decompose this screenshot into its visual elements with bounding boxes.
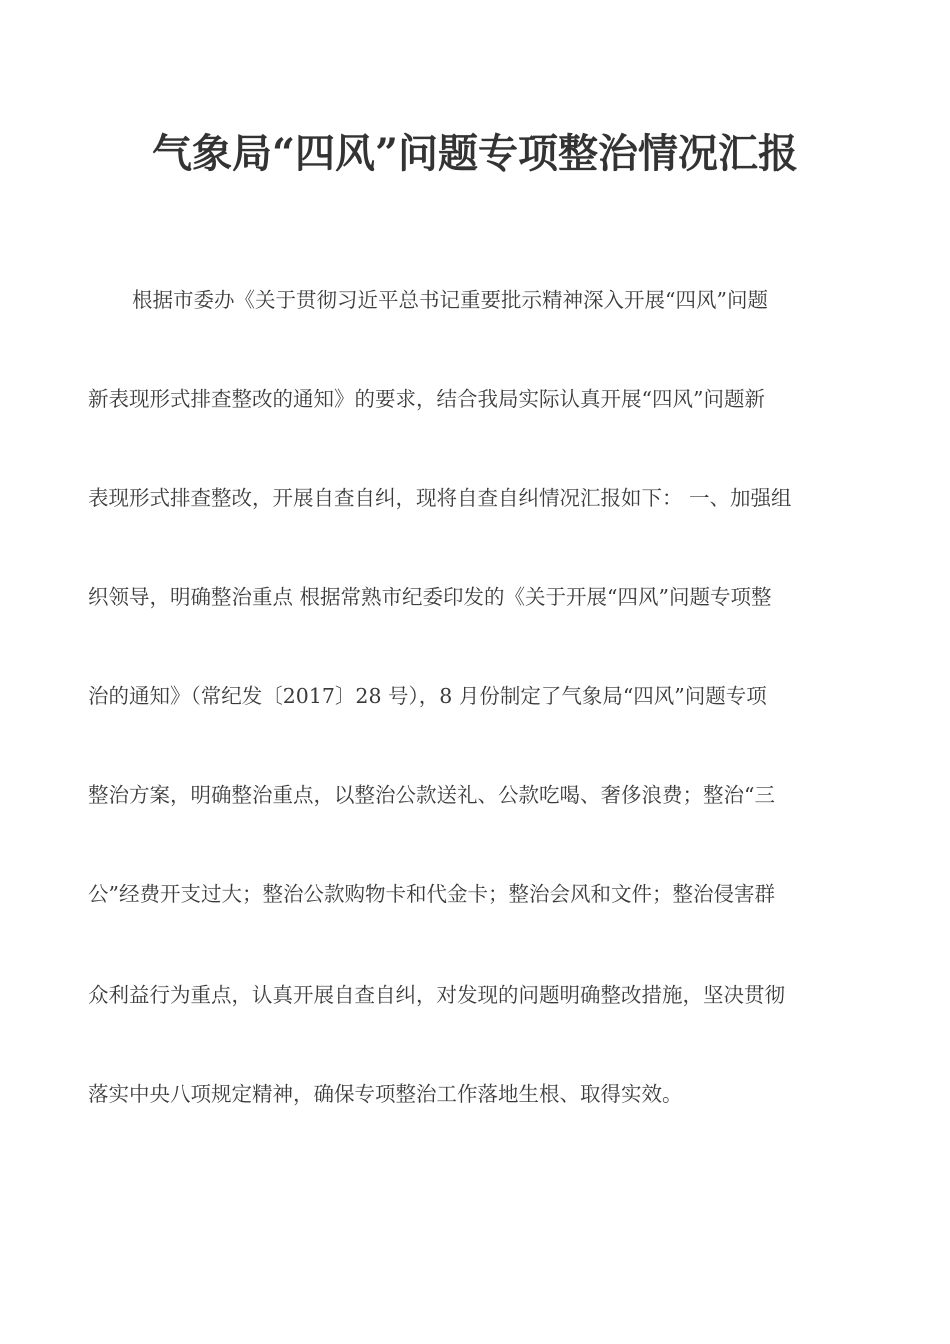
body-line: 整治方案，明确整治重点，以整治公款送礼、公款吃喝、奢侈浪费；整治“三 [88,783,775,807]
document-title: 气象局“四风”问题专项整治情况汇报 [151,130,798,177]
body-line: 众利益行为重点，认真开展自查自纠，对发现的问题明确整改措施，坚决贯彻 [88,983,785,1007]
body-line: 落实中央八项规定精神，确保专项整治工作落地生根、取得实效。 [88,1082,683,1106]
body-line: 治的通知》（常纪发〔2017〕28 号），8 月份制定了气象局“四风”问题专项 [88,684,767,708]
body-line: 表现形式排查整改，开展自查自纠，现将自查自纠情况汇报如下： 一、加强组 [88,486,792,510]
body-line: 织领导，明确整治重点 根据常熟市纪委印发的《关于开展“四风”问题专项整 [88,585,772,609]
body-line: 新表现形式排查整改的通知》的要求，结合我局实际认真开展“四风”问题新 [88,387,765,411]
body-line: 根据市委办《关于贯彻习近平总书记重要批示精神深入开展“四风”问题 [132,288,768,312]
body-line: 公”经费开支过大；整治公款购物卡和代金卡；整治会风和文件；整治侵害群 [88,882,775,906]
